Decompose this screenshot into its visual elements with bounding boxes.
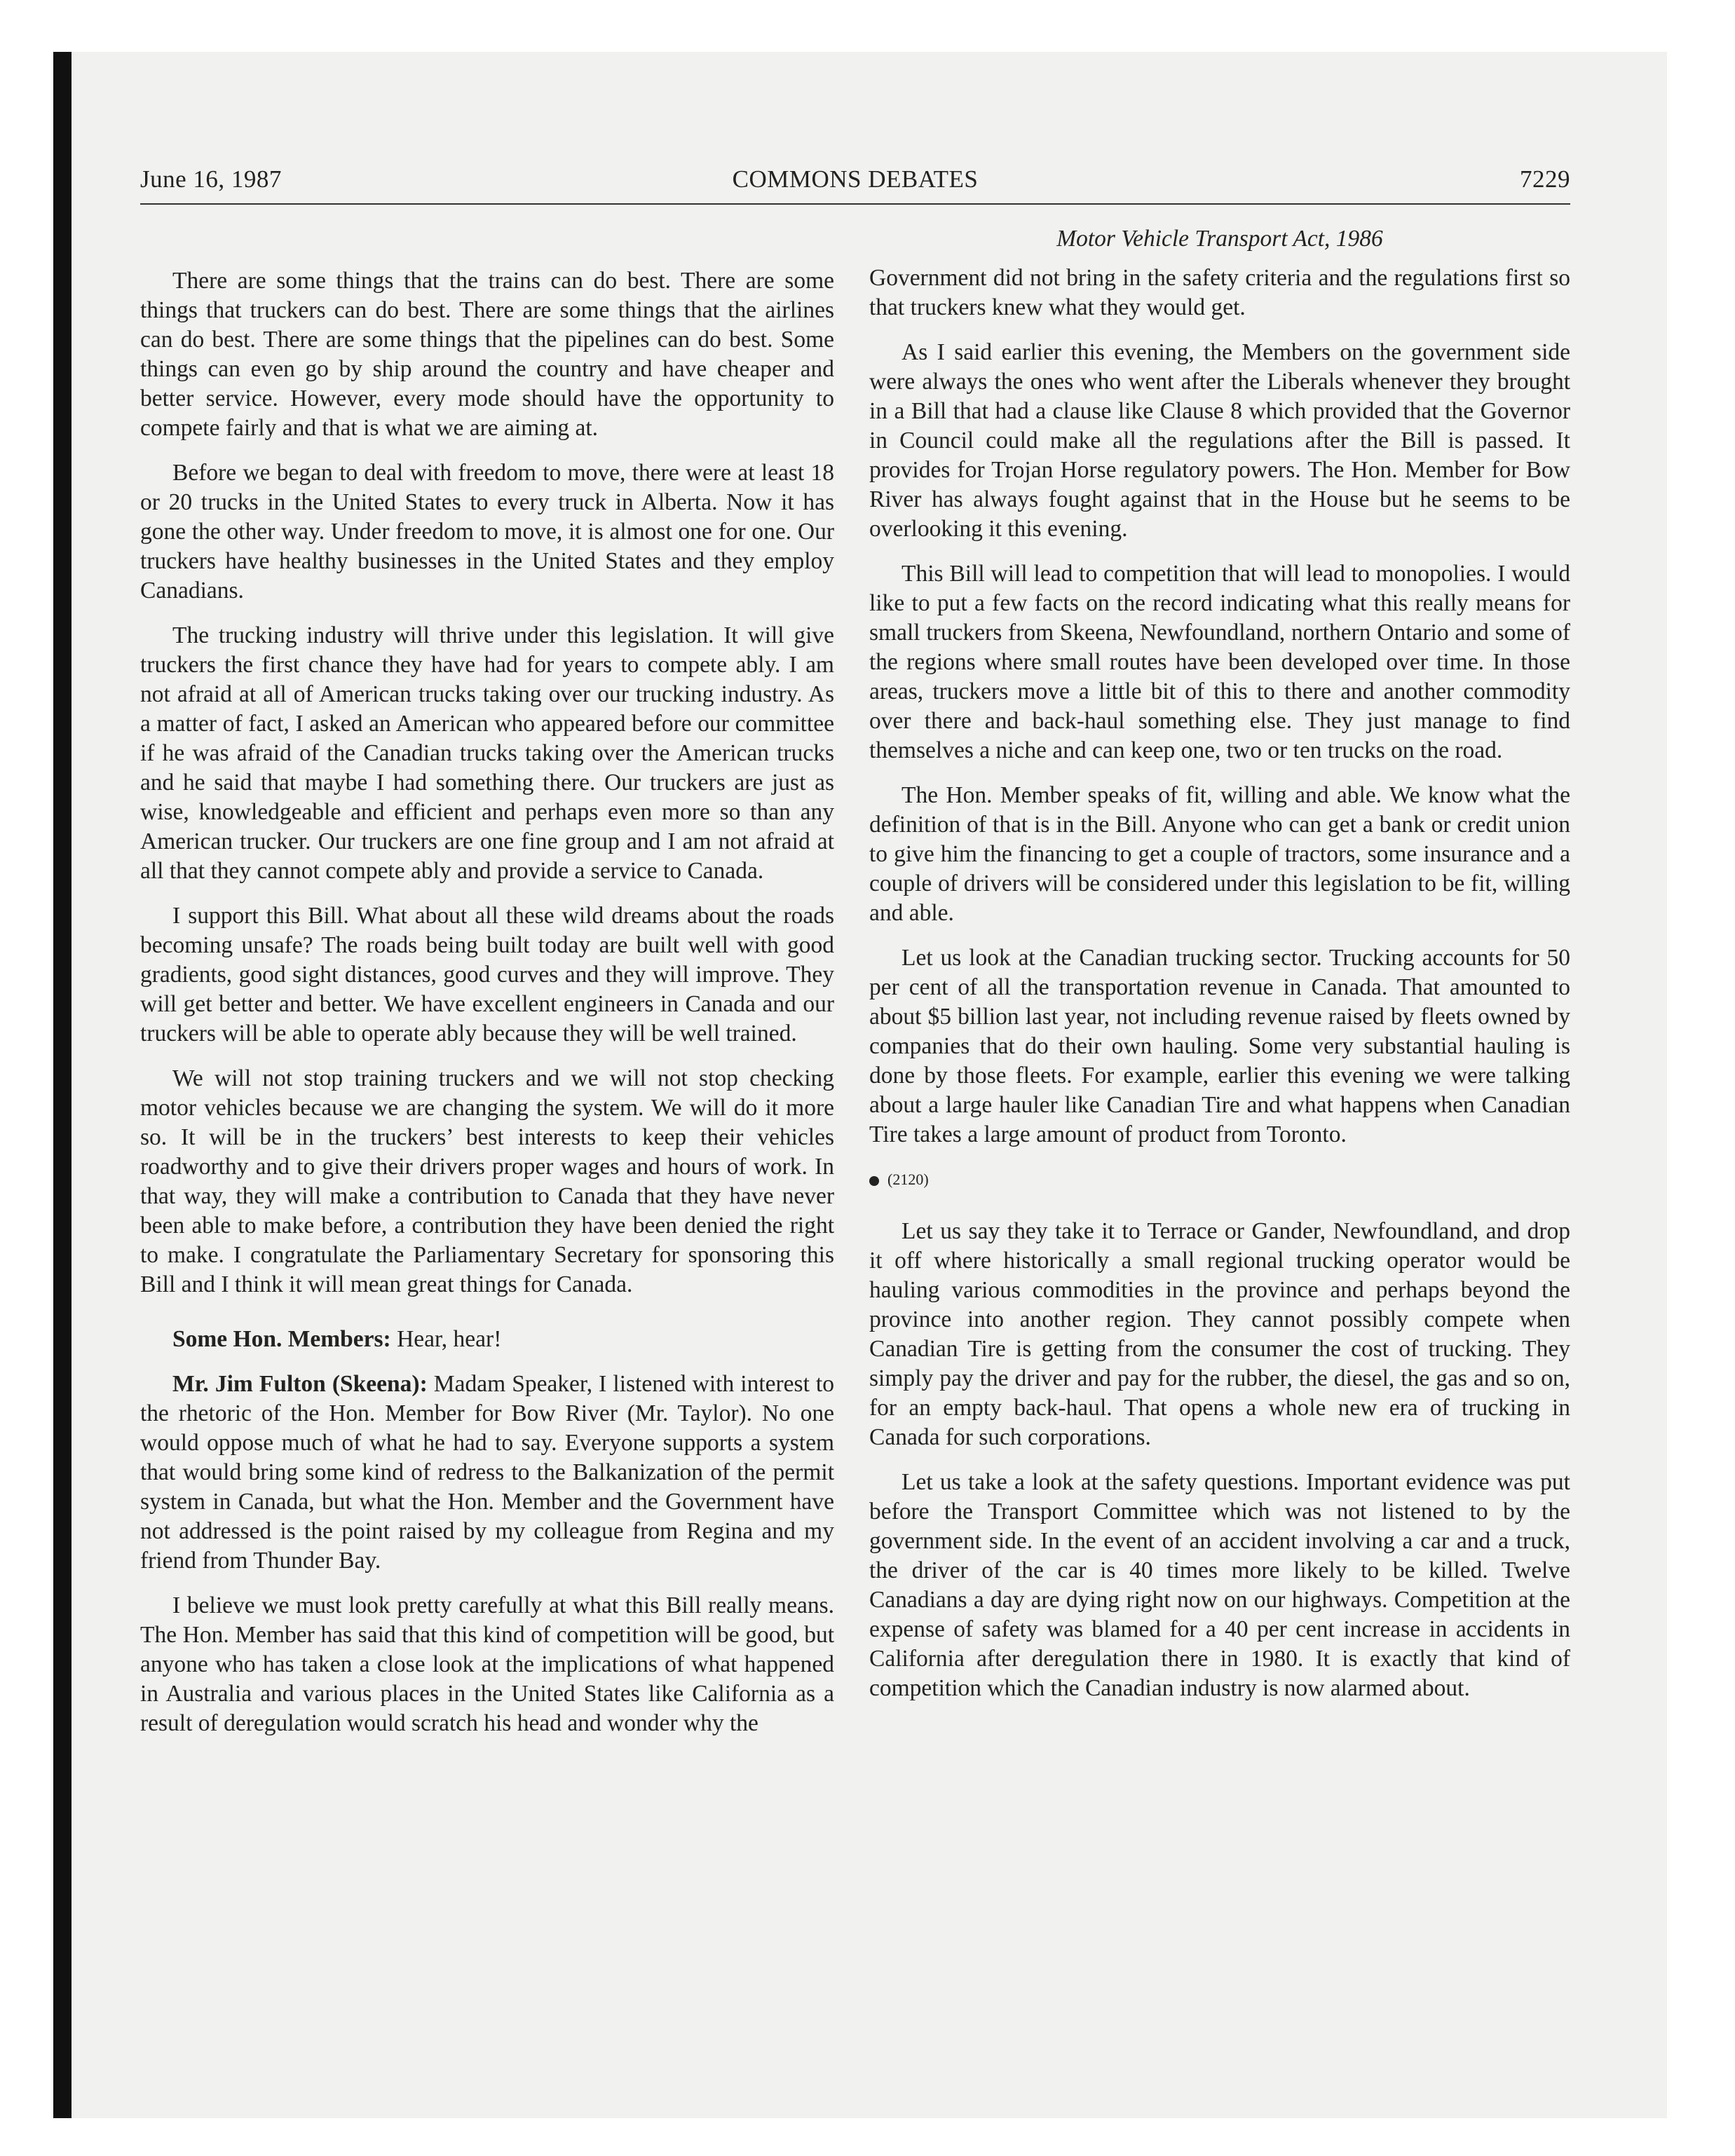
paragraph: We will not stop training truckers and we will not stop checking motor vehicles because we are changing the system. We will do it more so. It will be in the truckers’ best interests to keep their vehicles roadworthy and to give their drivers proper wages and hours of work. In that way, they will make a contribution to Canada that they have never been able to make before, a contribution they have been denied the right to make. I congratulate the Parliamentary Secretary for sponsoring this Bill and I think it will mean great things for Canada. <box>140 1065 834 1297</box>
speaker-name: Some Hon. Members: <box>172 1326 391 1352</box>
paragraph: Let us take a look at the safety questions. Important evidence was put before the Transport Committee which was not listened to by the government side. In the event of an accident involving a car and a truck, the driver of the car is 40 times more likely to be killed. Twelve Canadians a day are dying right now on our highways. Competition at the expense of safety was blamed for a 40 per cent increase in accidents in California after deregulation there in 1980. It is exactly that kind of competition which the Canadian industry is now alarmed about. <box>869 1469 1570 1701</box>
paragraph: Before we began to deal with freedom to move, there were at least 18 or 20 trucks in the United States to every truck in Alberta. Now it has gone the other way. Under freedom to move, it is almost one for one. Our truckers have healthy businesses in the United States and they employ Canadians. <box>140 460 834 603</box>
section-title: Motor Vehicle Transport Act, 1986 <box>1056 226 1383 252</box>
paragraph: There are some things that the trains can do best. There are some things that truckers can do best. There are some things that the airlines can do best. There are some things that the pipelines can do best. Some things can even go by ship around the country and have cheaper and better service. However, every mode should have the opportunity to compete fairly and that is what we are aiming at. <box>140 268 834 441</box>
paragraph: As I said earlier this evening, the Members on the government side were always the ones who went after the Liberals whenever they brought in a Bill that had a clause like Clause 8 which provided that the Governor in Council could make all the regulations after the Bill is passed. It provides for Trojan Horse regulatory powers. The Hon. Member for Bow River has always fought against that in the House but he seems to be overlooking it this evening. <box>869 339 1570 542</box>
header-rule <box>140 203 1570 205</box>
timestamp-text: (2120) <box>887 1171 929 1188</box>
interjection-text: Hear, hear! <box>390 1326 502 1352</box>
paragraph: The Hon. Member speaks of fit, willing and able. We know what the definition of that is in the Bill. Anyone who can get a bank or credit union to give him the financing to get a couple of tractors, some insurance and a couple of drivers will be considered under this legislation to be fit, willing and able. <box>869 782 1570 926</box>
paragraph: I believe we must look pretty carefully at what this Bill really means. The Hon. Member has said that this kind of competition will be good, but anyone who has taken a close look at the implications of what happened in Australia and various places in the United States like California as a result of deregulation would scratch his head and wonder why the <box>140 1592 834 1736</box>
paragraph: I support this Bill. What about all these wild dreams about the roads becoming unsafe? The roads being built today are built well with good gradients, good sight distances, good curves and they will improve. They will get better and better. We have excellent engineers in Canada and our truckers will be able to operate ably because they will be well trained. <box>140 903 834 1046</box>
paragraph: The trucking industry will thrive under this legislation. It will give truckers the first chance they have had for years to compete ably. I am not afraid at all of American trucks taking over our trucking industry. As a matter of fact, I asked an American who appeared before our committee if he was afraid of the Canadian trucks taking over the American trucks and he said that maybe I had something there. Our truckers are just as wise, knowledgeable and efficient and perhaps even more so than any American trucker. Our truckers are one fine group and I am not afraid at all that they cannot compete ably and provide a service to Canada. <box>140 622 834 884</box>
header-title: COMMONS DEBATES <box>732 165 979 193</box>
scan-edge-bar <box>53 52 72 2118</box>
paragraph: Let us look at the Canadian trucking sector. Trucking accounts for 50 per cent of all the transportation revenue in Canada. That amounted to about $5 billion last year, not including revenue raised by fleets owned by companies that do their own hauling. Some very substantial hauling is done by those fleets. For example, earlier this evening we were talking about a large hauler like Canadian Tire and what happens when Canadian Tire takes a large amount of product from Toronto. <box>869 945 1570 1147</box>
left-column <box>140 266 834 1754</box>
timestamp <box>869 1165 1570 1194</box>
bullet-icon <box>869 1176 879 1186</box>
right-column <box>869 224 1570 1719</box>
running-head <box>140 165 1570 199</box>
paragraph: This Bill will lead to competition that will lead to monopolies. I would like to put a few facts on the record indicating what this really means for small truckers from Skeena, Newfoundland, northern Ontario and some of the regions where small routes have been developed over time. In those areas, truckers move a little bit of this to there and another commodity over there and back-haul something else. They just manage to find themselves a niche and can keep one, two or ten trucks on the road. <box>869 561 1570 763</box>
page-number: 7229 <box>1520 165 1570 193</box>
speech-text: Madam Speaker, I listened with interest to the rhetoric of the Hon. Member for Bow River (Mr. Taylor). No one would oppose much of what he had to say. Everyone supports a system that would bring some kind of redress to the Balkanization of the permit system in Canada, but what the Hon. Member and the Government have not addressed is the point raised by my colleague from Regina and my friend from Thunder Bay. <box>140 1371 834 1574</box>
interjection <box>140 1325 834 1354</box>
header-date: June 16, 1987 <box>140 165 282 193</box>
speech <box>140 1370 834 1576</box>
paragraph: Government did not bring in the safety criteria and the regulations first so that truckers knew what they would get. <box>869 265 1570 320</box>
paragraph: Let us say they take it to Terrace or Gander, Newfoundland, and drop it off where historically a small regional trucking operator would be hauling various commodities in the province and perhaps beyond the province into another region. They cannot possibly compete when Canadian Tire is getting from the consumer the cost of trucking. They simply pay the driver and pay for the rubber, the diesel, the gas and so on, for an empty back-haul. That opens a whole new era of trucking in Canada for such corporations. <box>869 1218 1570 1450</box>
speaker-name: Mr. Jim Fulton (Skeena): <box>172 1371 428 1397</box>
